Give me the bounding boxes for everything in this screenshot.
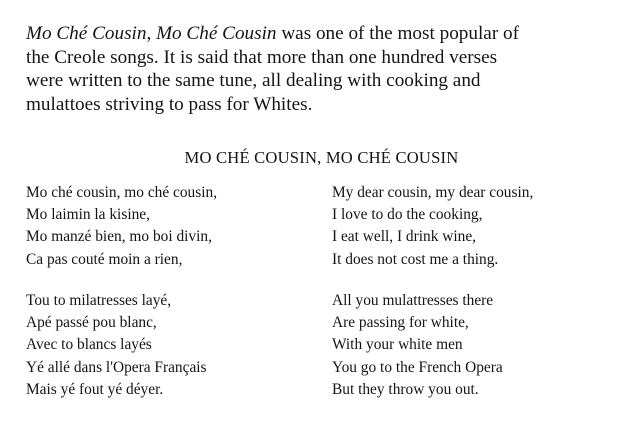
intro-line-2: the Creole songs. It is said that more than one hundred verses: [26, 46, 498, 68]
verse-line: Tou to milatresses layé,: [26, 292, 172, 309]
song-title: MO CHÉ COUSIN, MO CHÉ COUSIN: [184, 148, 459, 167]
intro-line-1-rest: was one of the most popular of: [276, 23, 519, 44]
verse-line: Mo ché cousin, mo ché cousin,: [26, 184, 218, 201]
verse-line: With your white men: [332, 336, 463, 354]
creole-stanza-1: [26, 182, 217, 271]
intro-paragraph: [26, 22, 626, 116]
verse-line: My dear cousin, my dear cousin,: [332, 184, 534, 201]
verse-line: Avec to blancs layés: [26, 336, 152, 354]
verse-line: Are passing for white,: [332, 314, 469, 332]
verse-line: Mais yé fout yé déyer.: [26, 380, 164, 398]
verse-line: Mo manzé bien, mo boi divin,: [26, 228, 212, 246]
intro-song-title-2: Mo Ché Cousin: [156, 23, 277, 44]
verse-line: All you mulattresses there: [332, 292, 494, 309]
english-stanza-2: [332, 290, 503, 401]
verse-line: Ca pas couté moin a rien,: [26, 250, 183, 268]
verse-line: I eat well, I drink wine,: [332, 228, 477, 246]
creole-stanza-2: [26, 290, 207, 401]
verse-line: Apé passé pou blanc,: [26, 314, 157, 332]
english-stanza-1: [332, 182, 533, 271]
intro-line-3: were written to the same tune, all dealing with cooking and: [26, 70, 481, 91]
intro-line-1: [26, 22, 626, 46]
intro-song-title-1: Mo Ché Cousin: [26, 23, 147, 44]
verse-line: Mo laimin la kisine,: [26, 206, 150, 224]
intro-line-4: mulattoes striving to pass for Whites.: [26, 93, 313, 115]
verse-line: But they throw you out.: [332, 380, 479, 398]
verse-line: You go to the French Opera: [332, 358, 503, 376]
verse-line: It does not cost me a thing.: [332, 250, 499, 268]
verse-line: I love to do the cooking,: [332, 206, 483, 224]
intro-comma: ,: [146, 23, 157, 44]
verse-line: Yé allé dans l'Opera Français: [26, 358, 207, 376]
